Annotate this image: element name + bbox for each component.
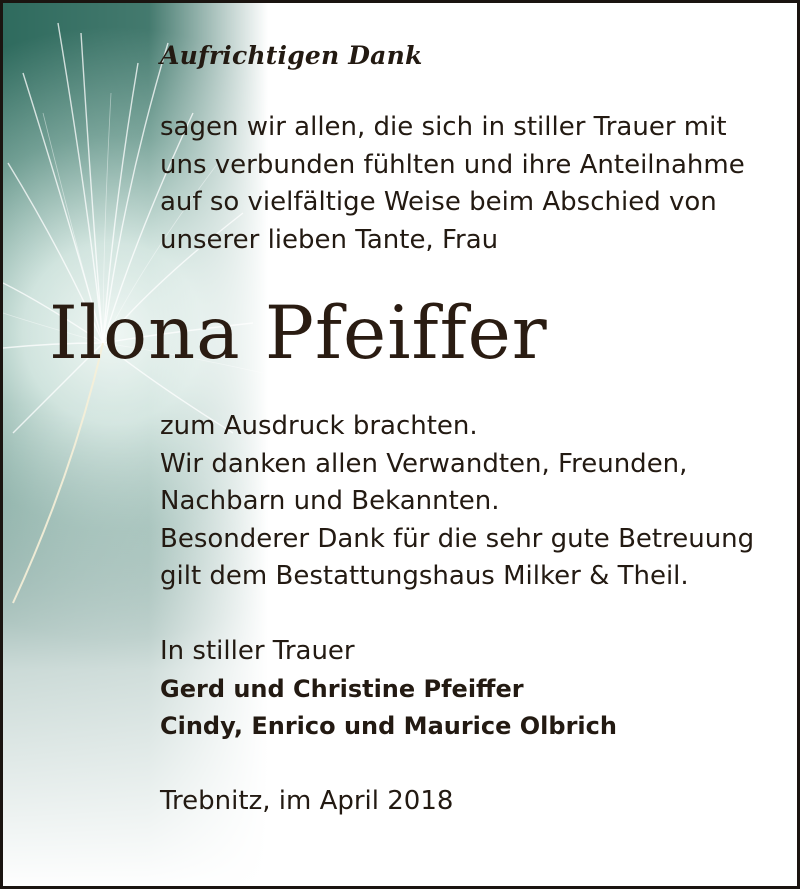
body-line: Besonderer Dank für die sehr gute Betreuung [160, 523, 755, 554]
intro-paragraph [160, 109, 745, 259]
body-paragraph [160, 408, 754, 596]
signatory: Cindy, Enrico und Maurice Olbrich [160, 712, 617, 740]
body-line: gilt dem Bestattungshaus Milker & Theil. [160, 561, 689, 591]
intro-line: unserer lieben Tante, Frau [160, 224, 499, 255]
intro-line: auf so vielfältige Weise beim Abschied von [160, 187, 717, 217]
signatory: Gerd und Christine Pfeiffer [160, 675, 524, 703]
intro-line: sagen wir allen, die sich in stiller Trauer mit [160, 112, 727, 142]
place-date: Trebnitz, im April 2018 [160, 786, 454, 816]
body-line: Wir danken allen Verwandten, Freunden, [160, 448, 688, 479]
body-line: zum Ausdruck brachten. [160, 411, 478, 441]
heading: Aufrichtigen Dank [160, 41, 423, 70]
intro-line: uns verbunden fühlten und ihre Anteilnahme [160, 149, 745, 180]
deceased-name: Ilona Pfeiffer [49, 291, 548, 376]
mourning-line: In stiller Trauer [160, 636, 355, 666]
body-line: Nachbarn und Bekannten. [160, 486, 500, 516]
obituary-text [3, 3, 800, 889]
